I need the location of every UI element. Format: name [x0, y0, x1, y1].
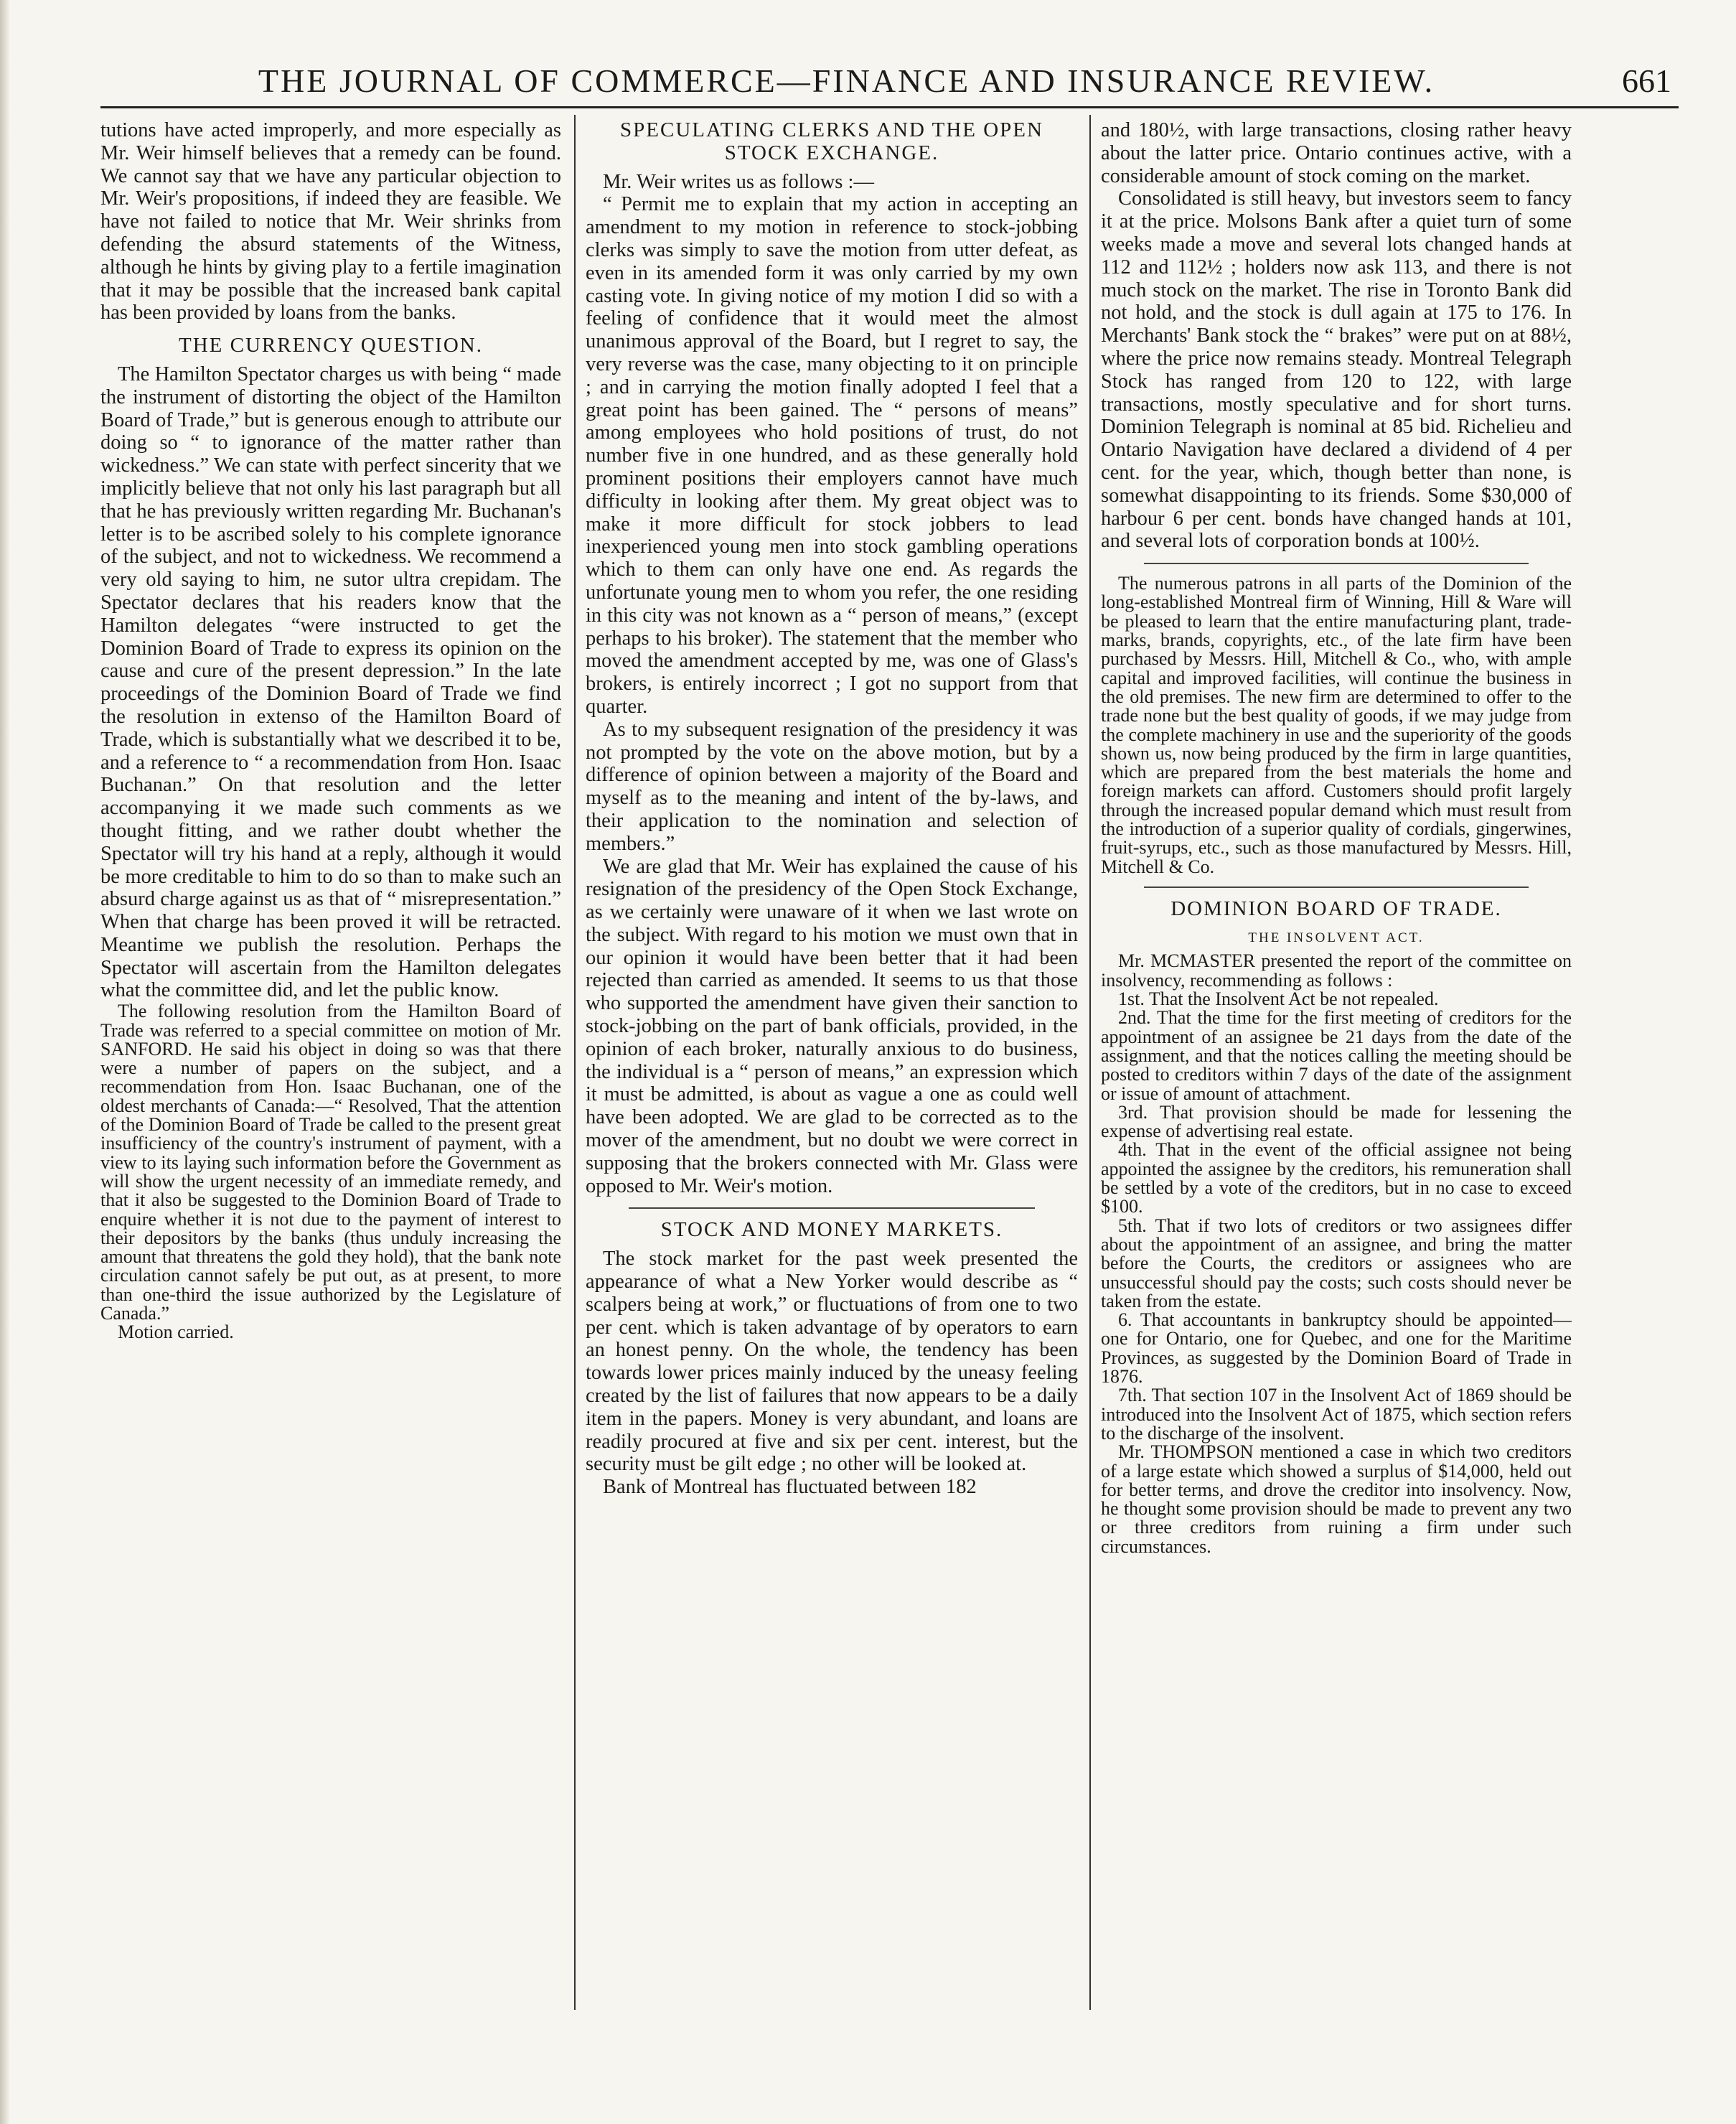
insolvency-report	[1101, 952, 1572, 1556]
stock-market-paragraph: The stock market for the past week presented the appearance of what a New Yorker would describe as “ scalpers being at work,” or fluctuations of from one to two per cent. which is taken advantage of by operators to earn an honest penny. On the whole, the tendency has been towards lower prices mainly induced by the uneasy feeling created by the list of failures that now appears to be a daily item in the papers. Money is very abundant, and loans are readily procured at five and six per cent. interest, but the security must be gilt edge ; no other will be looked at.	[586, 1248, 1078, 1476]
column-3	[1101, 119, 1572, 2000]
list-item: 1st. That the Insolvent Act be not repealed.	[1118, 988, 1439, 1010]
intro-paragraph: tutions have acted improperly, and more especially as Mr. Weir himself believes that a remedy can be found. We cannot say that we have any particular objection to Mr. Weir's propositions, if indeed they are feasible. We have not failed to notice that Mr. Weir shrinks from defending the absurd statements of the Witness, although he hints by giving play to a fertile imagination that it may be possible that the increased bank capital has been provided by loans from the banks.	[100, 119, 561, 324]
consolidated-paragraph: Consolidated is still heavy, but investors seem to fancy it at the price. Molsons Bank after a quiet turn of some weeks made a move and several lots changed hands at 112 and 112½ ; holders now ask 113, and there is not much stock on the market. The rise in Toronto Bank did not hold, and the stock is dull again at 175 to 176. In Merchants' Bank stock the “ brakes” were put on at 88½, where the price now remains steady. Montreal Telegraph Stock has ranged from 120 to 122, with large transactions, mostly speculative and for short turns. Dominion Telegraph is nominal at 85 bid. Richelieu and Ontario Navigation have declared a dividend of 4 per cent. for the year, which, though better than none, is somewhat disappointing to its friends. Some $30,000 of harbour 6 per cent. bonds have changed hands at 101, and several lots of corporation bonds at 100½.	[1101, 187, 1572, 553]
patrons-paragraph: The numerous patrons in all parts of the Dominion of the long-established Montreal firm of Winning, Hill & Ware will be pleased to learn that the entire manufacturing plant, trade-marks, brands, copyrights, etc., of the late firm have been purchased by Messrs. Hill, Mitchell & Co., who, with ample capital and improved facilities, will continue the business in the old premises. The new firm are determined to offer to the trade none but the best quality of goods, if we may judge from the complete machinery in use and the superiority of the goods shown us, now being produced by the firm in large quantities, which are prepared from the best materials the home and foreign markets can afford. Customers should profit largely through the increased popular demand which must result from the introduction of a superior quality of cordials, gingerwines, fruit-syrups, etc., such as those manufactured by Messrs. Hill, Mitchell & Co.	[1101, 573, 1572, 877]
currency-paragraph: The Hamilton Spectator charges us with being “ made the instrument of distorting the object of the Hamilton Board of Trade,” but is generous enough to attribute our doing so “ to ignorance of the matter rather than wickedness.” We can state with perfect sincerity that we implicitly believe that not only his last paragraph but all that he has previously written regarding Mr. Buchanan's letter is to be ascribed solely to his complete ignorance of the subject, and not to wickedness. We recommend a very old saying to him, ne sutor ultra crepidam. The Spectator declares that his readers know that the Hamilton delegates “were instructed to get the Dominion Board of Trade to express its opinion on the cause and cure of the present depression.” In the late proceedings of the Dominion Board of Trade we find the resolution in extenso of the Hamilton Board of Trade, which is substantially what we described it to be, and a reference to “ a recommendation from Hon. Isaac Buchanan.” On that resolution and the letter accompanying it we made such comments as we thought fitting, and we rather doubt whether the Spectator will try his hand at a reply, although it would be more creditable to him to do so than to make such an absurd charge against us as that of “ misrepresentation.” When that charge has been proved it will be retracted. Meantime we publish the resolution. Perhaps the Spectator will ascertain from the Hamilton delegates what the committee did, and let the public know.	[100, 362, 561, 1002]
thompson-paragraph: Mr. THOMPSON mentioned a case in which two creditors of a large estate which showed a surplus of $14,000, held out for better terms, and drove the creditor into insolvency. Now, he thought some provision should be made to prevent any two or three creditors from ruining a firm under such circumstances.	[1101, 1441, 1572, 1557]
weir-letter-1: “ Permit me to explain that my action in accepting an amendment to my motion in reference to stock-jobbing clerks was simply to save the motion from utter defeat, as even in its amended form it was only carried by my own casting vote. In giving notice of my motion I did so with a feeling of confidence that it would meet the almost unanimous approval of the Board, but I regret to say, the very reverse was the case, many objecting to it on principle ; and in carrying the motion finally adopted I feel that a great point has been gained. The “ persons of means” among employees who hold positions of trust, do not number five in one hundred, and as these generally hold prominent positions their employers cannot have much difficulty in looking after them. My great object was to make it more difficult for stock jobbers to lead inexperienced young men into stock gambling operations which to them can only have one end. As regards the unfortunate young men to whom you refer, the one residing in this city was not known as a “ person of means,” (except perhaps to his broker). The statement that the member who moved the amendment accepted by me, was one of Glass's brokers, is entirely incorrect ; I got no support from that quarter.	[586, 193, 1078, 718]
header-rule	[100, 106, 1679, 108]
weir-letter-2: As to my subsequent resignation of the presidency it was not prompted by the vote on the above motion, but by a difference of opinion between a majority of the Board and myself as to the meaning and intent of the by-laws, and their application to the nomination and selection of members.”	[586, 718, 1078, 855]
section-rule-3	[1144, 886, 1529, 888]
bank-montreal-paragraph: Bank of Montreal has fluctuated between 182	[603, 1476, 977, 1499]
section-rule-2	[1144, 563, 1529, 564]
resolution-paragraph: The following resolution from the Hamilton Board of Trade was referred to a special committee on motion of Mr. SANFORD. He said his object in doing so was that there were a number of papers on the subject, and a recommendation from Hon. Isaac Buchanan, one of the oldest merchants of Canada:—“ Resolved, That the attention of the Dominion Board of Trade be called to the present great insufficiency of the country's instrument of payment, with a view to its laying such information before the Government as will show the urgent necessity of an immediate remedy, and that it also be suggested to the Dominion Board of Trade to enquire whether it is not due to the payment of interest to their depositors by the banks (thus unduly increasing the amount that threatens the gold they hold), that the bank note circulation cannot safely be put out, as at present, to more than one-third the issue authorized by the Legislature of Canada.”	[100, 1001, 561, 1324]
motion-carried: Motion carried.	[118, 1321, 234, 1343]
insolvent-act-subheading: THE INSOLVENT ACT.	[1248, 930, 1425, 945]
editor-reply: We are glad that Mr. Weir has explained the cause of his resignation of the presidency of the Open Stock Exchange, as we certainly were unaware of it when we last wrote on the subject. With regard to his motion we must own that in our opinion it would have been better that it had been rejected than carried as amended. It seems to us that those who supported the amendment have given their sanction to stock-jobbing on the part of bank officials, provided, in the opinion of each broker, naturally anxious to do business, the individual is a “ person of means,” an expression which it must be admitted, is about as vague a one as could well have been adopted. We are glad to be corrected as to the mover of the amendment, but no doubt we were correct in supposing that the brokers connected with Mr. Glass were opposed to Mr. Weir's motion.	[586, 855, 1078, 1197]
mcmaster-paragraph: Mr. MCMASTER presented the report of the committee on insolvency, recommending as follows :	[1101, 950, 1572, 991]
currency-question-heading: THE CURRENCY QUESTION.	[179, 334, 483, 357]
list-item: 3rd. That provision should be made for lessening the expense of advertising real estate.	[1101, 1101, 1572, 1142]
weir-writes: Mr. Weir writes us as follows :—	[603, 170, 874, 193]
scan-edge	[0, 0, 10, 2124]
page-header	[108, 62, 1671, 105]
list-item: 7th. That section 107 in the Insolvent Act of 1869 should be introduced into the Insolvent Act of 1875, which section refers to the discharge of the insolvent.	[1101, 1385, 1572, 1444]
list-item: 2nd. That the time for the first meeting of creditors for the appointment of an assignee be 21 days from the date of the assignment, and that the notices calling the meeting should be posted to creditors within 7 days of the date of the assignment or issue of amount of attachment.	[1101, 1007, 1572, 1104]
list-item: 5th. That if two lots of creditors or two assignees differ about the appointment of an assignee, and bring the matter before the Courts, the creditors or assignees who are unsuccessful should pay the costs; such costs should never be taken from the estate.	[1101, 1215, 1572, 1311]
speculating-clerks-heading: SPECULATING CLERKS AND THE OPEN STOCK EXCHANGE.	[620, 119, 1043, 164]
dominion-board-heading: DOMINION BOARD OF TRADE.	[1170, 897, 1502, 920]
column-divider-2	[1089, 115, 1091, 2010]
list-item: 6. That accountants in bankruptcy should be appointed—one for Ontario, one for Quebec, and one for the Maritime Provinces, as suggested by the Dominion Board of Trade in 1876.	[1101, 1309, 1572, 1388]
stock-money-markets-heading: STOCK AND MONEY MARKETS.	[660, 1218, 1003, 1242]
markets-continued: and 180½, with large transactions, closing rather heavy about the latter price. Ontario continues active, with a considerable amount of stock coming on the market.	[1101, 119, 1572, 187]
column-2	[586, 119, 1078, 2000]
column-1	[100, 119, 561, 2000]
column-divider-1	[574, 115, 576, 2010]
section-rule	[629, 1207, 1035, 1209]
journal-title: THE JOURNAL OF COMMERCE—FINANCE AND INSURANCE REVIEW.	[258, 62, 1435, 99]
page-number: 661	[1622, 62, 1671, 99]
list-item: 4th. That in the event of the official assignee not being appointed the assignee by the creditors, his remuneration shall be settled by a vote of the creditors, but in no case to exceed $100.	[1101, 1139, 1572, 1217]
